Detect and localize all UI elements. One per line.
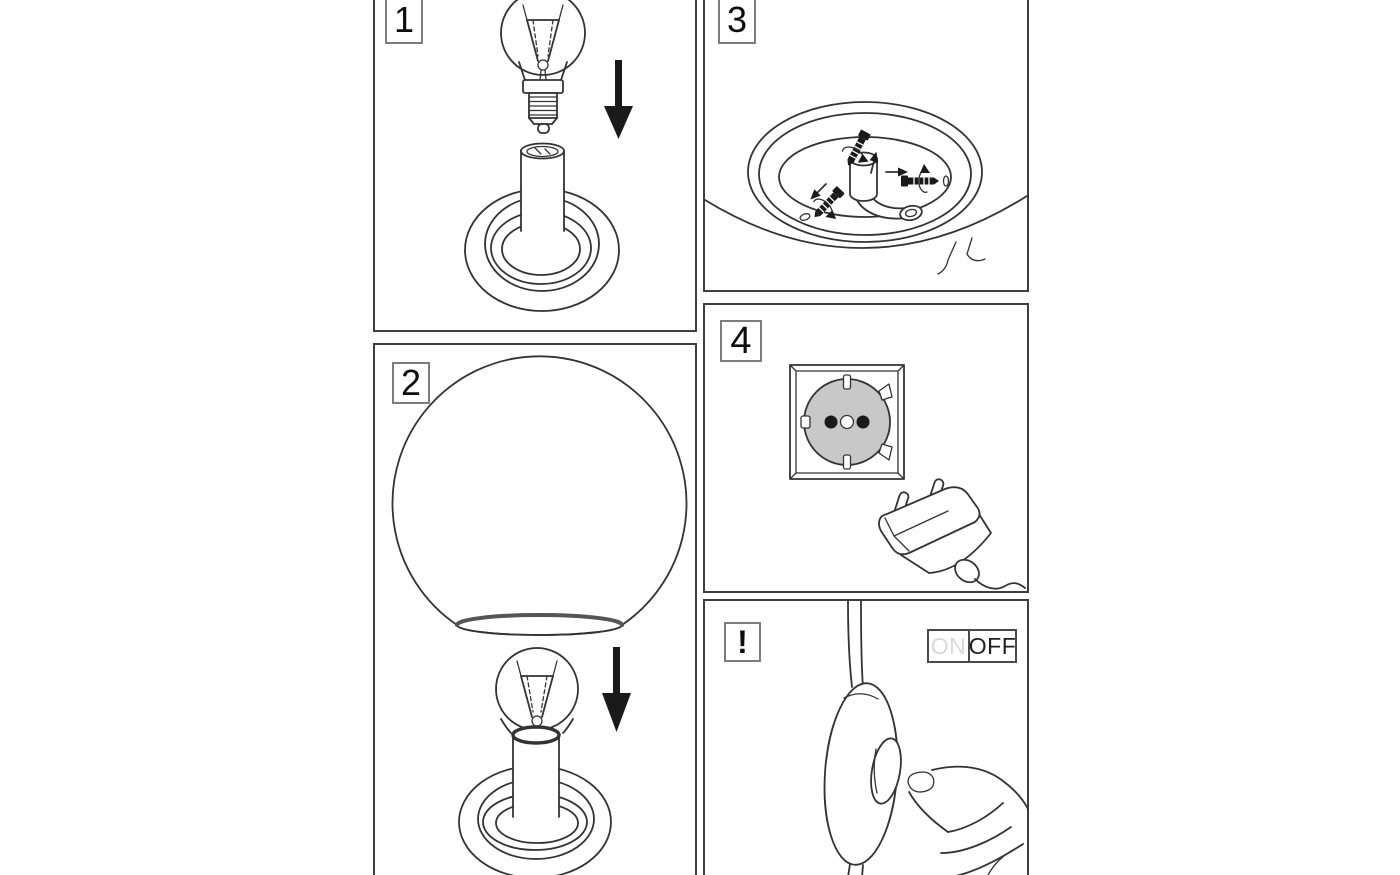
power-plug-icon [879,478,1025,589]
step-number: 3 [726,0,748,40]
on-off-indicator [927,629,1017,663]
step-number-box [385,0,423,44]
pressing-finger [908,767,1028,875]
off-label: OFF [968,632,1017,659]
lamp-socket-base [459,727,611,875]
step-number: 4 [730,319,752,362]
bulb-into-socket-illustration [375,0,695,330]
panel-step-1 [373,0,697,332]
panel-step-4 [703,303,1029,593]
glass-globe-icon [393,356,687,635]
step-number: 2 [400,362,422,403]
step-number: 1 [393,0,415,40]
on-label: ON [929,631,970,661]
down-arrow-icon [602,647,631,732]
inline-switch-icon [819,681,906,875]
lamp-socket-base [465,144,619,312]
light-bulb-icon [501,0,585,133]
down-arrow-icon [604,60,633,139]
step-number-box [392,362,430,404]
panel-step-3 [703,0,1029,292]
panel-step-2 [373,343,697,875]
globe-over-bulb-illustration [375,345,695,875]
panel-warning [703,599,1029,875]
step-number-box [718,0,756,44]
mounted-light-bulb-icon [496,648,578,733]
warning-box [724,622,761,662]
step-number-box [720,320,762,362]
power-cord [848,601,863,687]
warning-mark: ! [737,623,748,660]
wall-socket-icon [790,365,904,479]
lamp-base-underside [705,102,1027,274]
